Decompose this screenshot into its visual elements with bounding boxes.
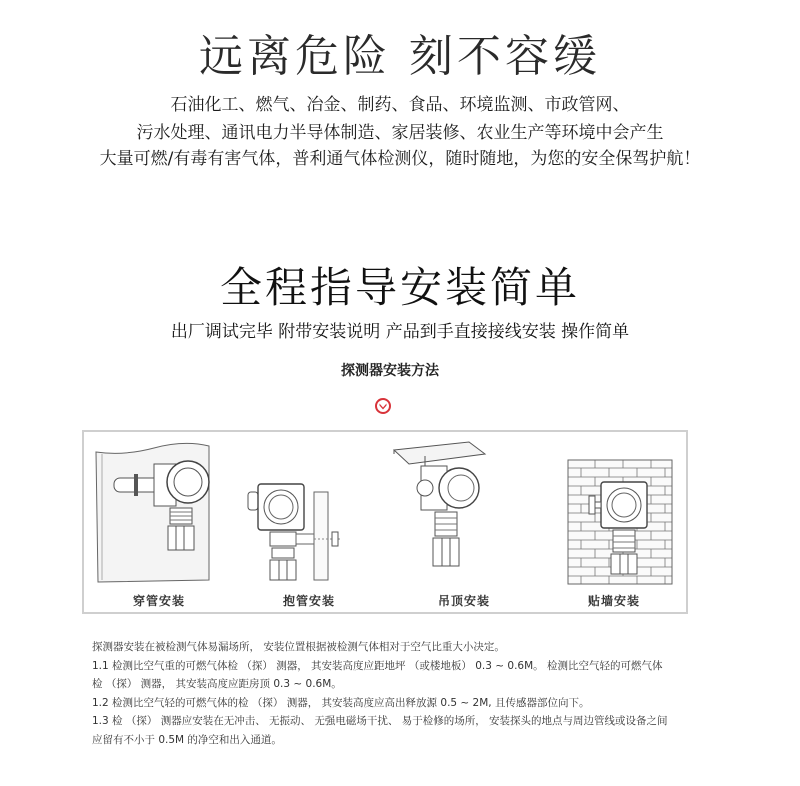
note-line-1-3a: 1.3 检 （探） 测器应安装在无冲击、 无振动、 无强电磁场干扰、 易于检修的场所， 安装探头的地点与周边管线或设备之间 xyxy=(92,715,668,727)
note-line-1-1b: 检 （探） 测器， 其安装高度应距房顶 0.3 ~ 0.6M。 xyxy=(92,678,342,690)
note-line-1-2: 1.2 检测比空气轻的可燃气体的检 （探） 测器， 其安装高度应高出释放源 0.5 ~ 2M, 且传感器部位向下。 xyxy=(92,696,590,709)
hero-title: 远离危险 刻不容缓 xyxy=(199,31,601,82)
note-line-1-1a: 1.1 检测比空气重的可燃气体检 （探） 测器， 其安装高度应距地坪 （或楼地板） 0.3 ~ 0.6M。 检测比空气轻的可燃气体 xyxy=(92,659,663,672)
figure-wall xyxy=(539,432,689,612)
chevron-down-icon xyxy=(378,401,388,411)
intro-line-2: 污水处理、通讯电力半导体制造、家居装修、农业生产等环境中会产生 xyxy=(136,123,664,143)
intro-line-1: 石油化工、燃气、冶金、制药、食品、环境监测、市政管网、 xyxy=(170,95,630,115)
figure-label-through-pipe: 穿管安装 xyxy=(132,594,185,608)
figure-label-wall: 贴墙安装 xyxy=(587,594,640,608)
install-methods-panel xyxy=(82,430,688,614)
pipe-clamp-mount-illustration-icon xyxy=(234,432,384,592)
figure-label-pipe-clamp: 抱管安装 xyxy=(282,594,335,608)
note-line-1-3b: 应留有不小于 0.5M 的净空和出入通道。 xyxy=(92,733,282,746)
figure-through-pipe xyxy=(84,432,234,612)
note-line-intro: 探测器安装在被检测气体易漏场所， 安装位置根据被检测气体相对于空气比重大小决定。 xyxy=(92,641,505,653)
figure-label-ceiling: 吊顶安装 xyxy=(437,594,490,608)
figure-pipe-clamp xyxy=(234,432,384,612)
intro-line-3: 大量可燃/有毒有害气体，普利通气体检测仪，随时随地，为您的安全保驾护航！ xyxy=(99,149,701,169)
wall-mount-illustration-icon xyxy=(539,432,689,592)
through-pipe-mount-illustration-icon xyxy=(84,432,234,592)
section-subtitle: 出厂调试完毕 附带安装说明 产品到手直接接线安装 操作简单 xyxy=(170,322,630,342)
figure-ceiling xyxy=(389,432,539,612)
method-title: 探测器安装方法 xyxy=(341,363,439,379)
section-title: 全程指导安装简单 xyxy=(219,263,580,312)
ceiling-mount-illustration-icon xyxy=(389,432,539,592)
installation-notes xyxy=(92,638,712,749)
chevron-down-circle-icon xyxy=(375,398,391,414)
